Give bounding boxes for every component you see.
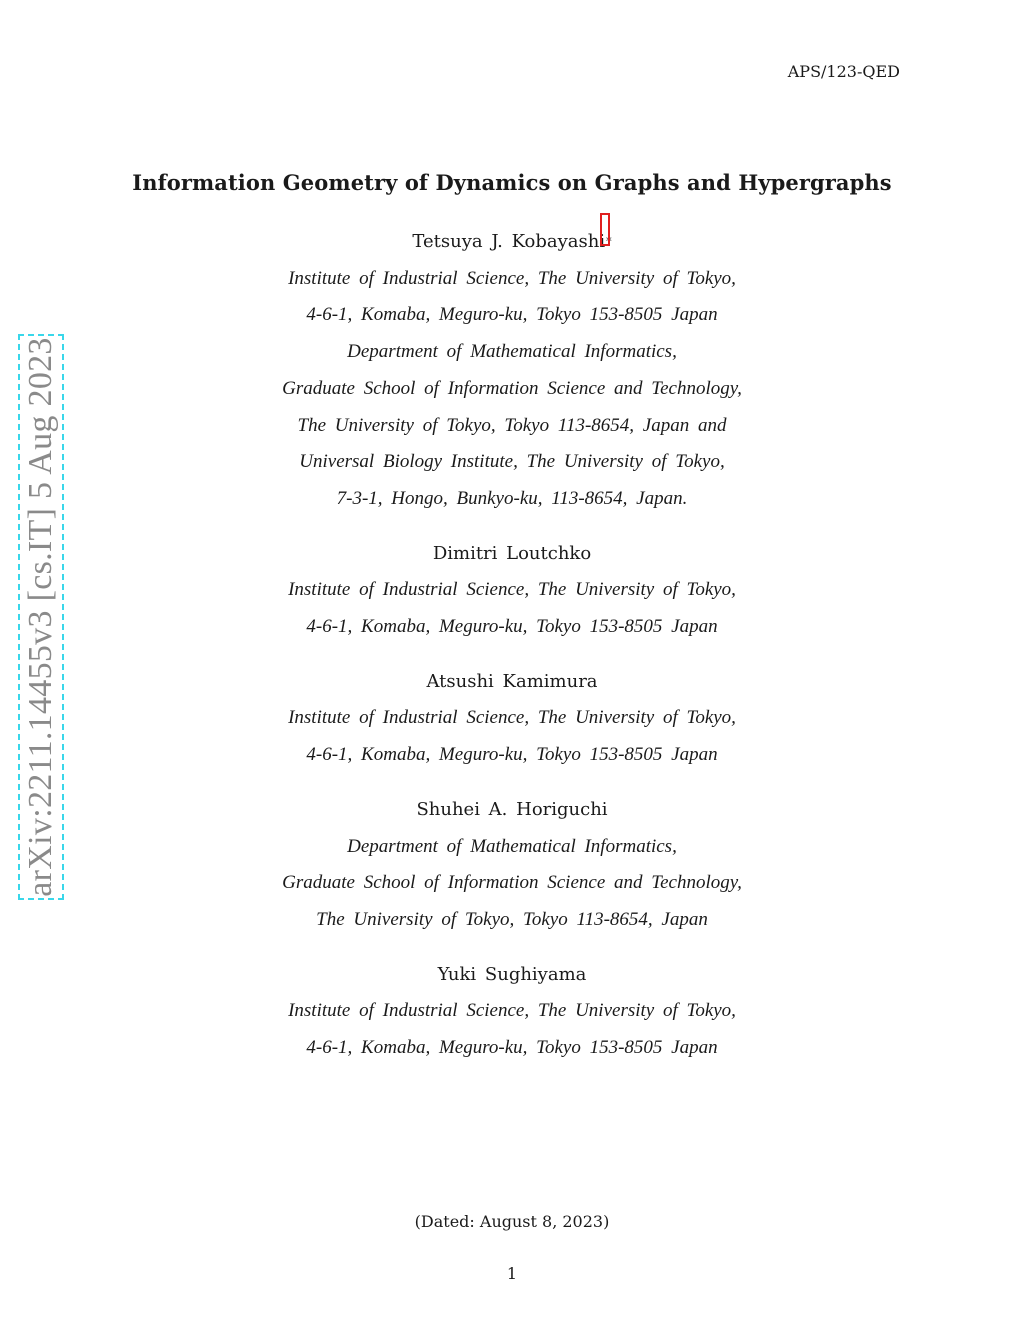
author-name: Yuki Sughiyama bbox=[437, 963, 587, 985]
affiliation-line: 7-3-1, Hongo, Bunkyo-ku, 113-8654, Japan. bbox=[336, 487, 688, 509]
author-block bbox=[0, 536, 1024, 646]
footnote-link-box bbox=[600, 213, 610, 246]
affiliation-line: The University of Tokyo, Tokyo 113-8654, Japan bbox=[316, 908, 708, 930]
affiliation-line: Graduate School of Information Science and Technology, bbox=[282, 872, 742, 894]
author-list bbox=[0, 224, 1024, 1085]
author-name-line bbox=[0, 792, 1024, 829]
affiliation-line: Department of Mathematical Informatics, bbox=[347, 341, 677, 363]
affiliation-line: Universal Biology Institute, The University of Tokyo, bbox=[299, 451, 725, 473]
author-name: Dimitri Loutchko bbox=[432, 542, 592, 564]
footnote-link[interactable] bbox=[606, 224, 612, 261]
author-block bbox=[0, 224, 1024, 518]
affiliation-line: 4-6-1, Komaba, Meguro-ku, Tokyo 153-8505 Japan bbox=[306, 304, 718, 326]
affiliation-line: 4-6-1, Komaba, Meguro-ku, Tokyo 153-8505 Japan bbox=[306, 744, 718, 766]
affiliation-line: 4-6-1, Komaba, Meguro-ku, Tokyo 153-8505 Japan bbox=[306, 616, 718, 638]
affiliation-line: Institute of Industrial Science, The University of Tokyo, bbox=[288, 267, 736, 289]
footnote-marker: * bbox=[606, 235, 612, 248]
affiliation-line: The University of Tokyo, Tokyo 113-8654, Japan and bbox=[297, 414, 727, 436]
author-name-line bbox=[0, 224, 1024, 261]
affiliation-line: Department of Mathematical Informatics, bbox=[347, 835, 677, 857]
author-name: Shuhei A. Horiguchi bbox=[416, 798, 608, 820]
author-name: Atsushi Kamimura bbox=[426, 670, 598, 692]
author-name: Tetsuya J. Kobayashi bbox=[412, 231, 606, 252]
affiliation-line: Institute of Industrial Science, The University of Tokyo, bbox=[288, 707, 736, 729]
author-block bbox=[0, 957, 1024, 1067]
affiliation-line: 4-6-1, Komaba, Meguro-ku, Tokyo 153-8505 Japan bbox=[306, 1037, 718, 1059]
page-number: 1 bbox=[506, 1264, 518, 1283]
report-number: APS/123-QED bbox=[787, 62, 900, 81]
date-line: (Dated: August 8, 2023) bbox=[414, 1212, 610, 1231]
affiliation-line: Institute of Industrial Science, The University of Tokyo, bbox=[288, 1000, 736, 1022]
author-name-line bbox=[0, 957, 1024, 994]
arxiv-stamp-link[interactable] bbox=[18, 334, 64, 900]
arxiv-identifier: arXiv:2211.14455v3 [cs.IT] 5 Aug 2023 bbox=[22, 337, 59, 897]
author-name-line bbox=[0, 664, 1024, 701]
affiliation-line: Graduate School of Information Science and Technology, bbox=[282, 377, 742, 399]
author-block bbox=[0, 664, 1024, 774]
affiliation-line: Institute of Industrial Science, The University of Tokyo, bbox=[288, 579, 736, 601]
author-block bbox=[0, 792, 1024, 939]
author-name-line bbox=[0, 536, 1024, 573]
paper-title: Information Geometry of Dynamics on Graphs and Hypergraphs bbox=[132, 170, 892, 195]
